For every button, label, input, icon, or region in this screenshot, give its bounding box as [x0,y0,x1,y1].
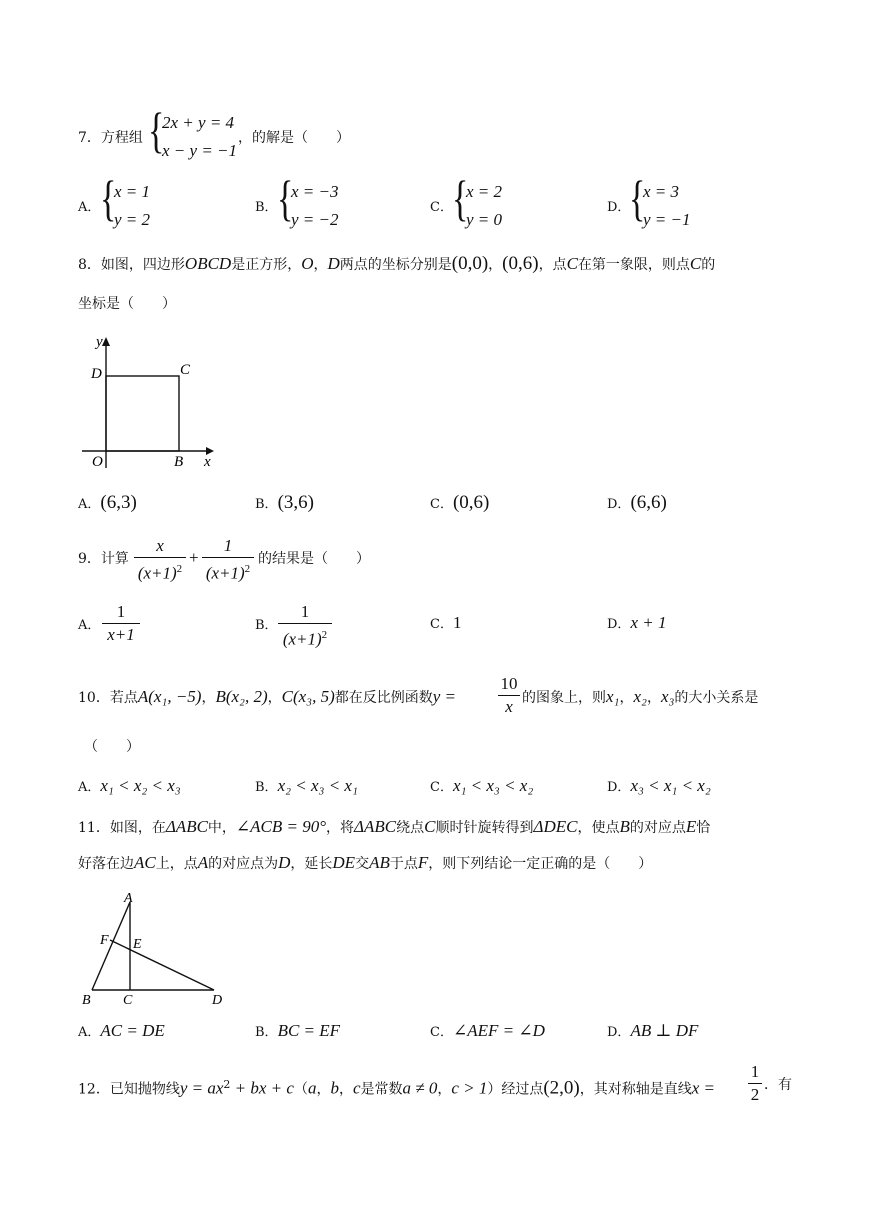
q8-fig-x: x [204,454,211,470]
q7-stem-suffix: ，的解是（ ） [238,130,350,146]
q11-fig-d: D [212,993,223,1008]
q10-fraction: 10 x [498,674,520,717]
q12-fraction: 1 2 [748,1062,762,1105]
q10-stem-line1: 10．若点A(x₁, −5)，B(x₂, 2)，C(x₃, 5)都在反比例函数y = [78,687,457,706]
q12-stem-line1: 12．已知抛物线$y = ax^2$ + bx + c（a，b，c是常数a ≠ 0，c > 1）经过点(2,0)，其对称轴是直线x = [78,1077,716,1099]
q9-fraction-1: x $(x+1)^2$ [134,536,186,584]
q11-fig-e: E [133,937,142,952]
q11-option-a[interactable]: A．AC = DE [78,1021,165,1040]
q8-fig-d: D [91,366,102,382]
q7-brace: { [148,105,165,159]
q10-answer-paren: （ ） [84,739,140,755]
q11-stem-line1: 11．如图，在ΔABC中，∠ACB = 90°，将ΔABC绕点C顺时针旋转得到ΔDEC，使点B的对应点E恰 [78,817,711,836]
q11-triangle-figure [78,886,238,1008]
q10-option-a[interactable]: A．x₁ < x₂ < x₃ [78,776,181,795]
q8-stem-line1: 8．如图，四边形OBCD是正方形，O，D两点的坐标分别是(0,0)，(0,6)，点C在第一象限，则点C的 [78,253,716,274]
q10-option-c[interactable]: C．x₁ < x₃ < x₂ [430,776,534,795]
q8-option-d[interactable]: D．(6,6) [607,492,667,513]
q7-stem-prefix: 7．方程组 [78,130,143,146]
q12-stem-end: ．有 [764,1077,792,1093]
q9-option-c[interactable]: C．1 [430,613,462,632]
q8-fig-y: y [96,334,103,350]
q11-fig-a: A [124,891,133,906]
q10-option-b[interactable]: B．x₂ < x₃ < x₁ [255,776,358,795]
q9-fraction-2: 1 $(x+1)^2$ [202,536,254,584]
q9-stem-prefix: 9．计算 [78,551,129,567]
q8-option-b[interactable]: B．(3,6) [255,492,314,513]
q8-square-figure [78,330,228,472]
q8-option-c[interactable]: C．(0,6) [430,492,490,513]
q11-fig-f: F [100,933,109,948]
q7-eq1: 2x + y = 4 [162,113,235,132]
q9-option-d[interactable]: D．x + 1 [607,613,667,632]
q8-fig-b: B [174,454,184,470]
q10-stem-line1-end: 的图象上，则x₁，x₂，x₃的大小关系是 [522,687,759,706]
q10-option-d[interactable]: D．x₃ < x₁ < x₂ [607,776,711,795]
q7-eq2: x − y = −1 [162,141,238,160]
q9-plus: + [189,548,199,567]
q11-fig-b: B [82,993,91,1008]
q11-fig-c: C [123,993,133,1008]
q11-option-d[interactable]: D．AB ⊥ DF [607,1021,699,1040]
q8-fig-o: O [92,454,103,470]
q8-fig-c: C [180,362,191,378]
q8-option-a[interactable]: A．(6,3) [78,492,137,513]
q11-option-c[interactable]: C．∠AEF = ∠D [430,1021,545,1040]
q11-stem-line2: 好落在边AC上，点A的对应点为D，延长DE交AB于点F，则下列结论一定正确的是（ ） [78,853,653,872]
q8-stem-line2: 坐标是（ ） [78,296,176,312]
q9-stem-suffix: 的结果是（ ） [258,551,370,567]
q11-option-b[interactable]: B．BC = EF [255,1021,341,1040]
